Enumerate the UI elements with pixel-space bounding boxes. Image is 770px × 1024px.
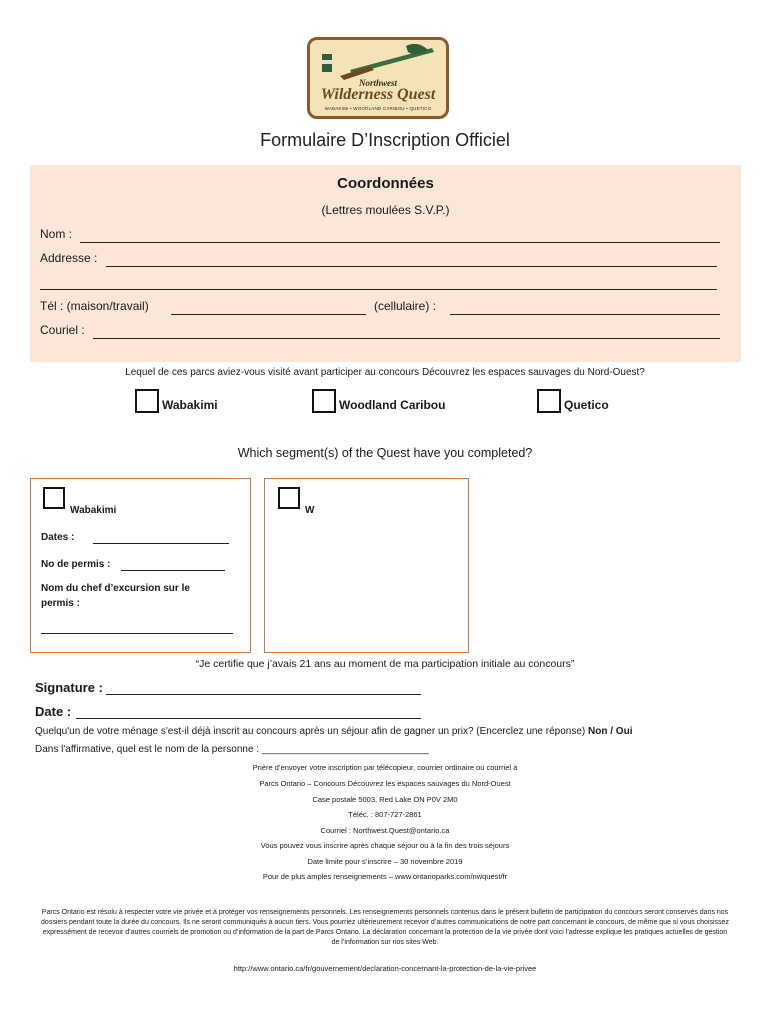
- info-line-2: Parcs Ontario – Concours Découvrez les espaces sauvages du Nord-Ouest: [259, 779, 511, 788]
- contact-panel: [30, 165, 741, 362]
- segment-card-wabakimi: [30, 478, 251, 653]
- prize-question-text: Quelqu'un de votre ménage s'est-il déjà inscrit au concours après un séjour afin de gagner un prix? (Encerclez une réponse): [35, 726, 586, 737]
- cell-field[interactable]: [450, 314, 720, 315]
- address-label: Addresse :: [40, 251, 98, 265]
- info-line-8: Pour de plus amples renseignements – www.ontarioparks.com/nwquest/fr: [262, 872, 508, 881]
- info-line-5: Courriel : Northwest.Quest@ontario.ca: [320, 826, 450, 835]
- segment-name: Wabakimi: [70, 505, 117, 516]
- name-field[interactable]: [80, 242, 720, 243]
- date-field[interactable]: [76, 718, 421, 719]
- logo-line-2: Wilderness Quest: [320, 86, 436, 103]
- park-option-quetico[interactable]: [537, 389, 609, 413]
- info-line-3: Case postale 5003, Red Lake ON P0V 2M0: [312, 795, 458, 804]
- northwest-wilderness-quest-logo: [307, 37, 449, 119]
- email-label: Couriel :: [40, 323, 85, 337]
- park-option-wabakimi[interactable]: [135, 389, 218, 413]
- certification-statement: “Je certifie que j’avais 21 ans au moment de ma participation initiale au concours”: [195, 658, 575, 670]
- privacy-url-link[interactable]: http://www.ontario.ca/fr/gouvernement/declaration-concernant-la-protection-de-la-vie-privee: [233, 964, 537, 973]
- phone-field[interactable]: [171, 314, 366, 315]
- dates-label: Dates :: [41, 532, 75, 543]
- park-label: Woodland Caribou: [339, 398, 446, 412]
- prize-person-name[interactable]: Dans l'affirmative, quel est le nom de la personne : ______________________________: [35, 744, 429, 755]
- email-field[interactable]: [93, 338, 720, 339]
- segment-checkbox[interactable]: [43, 487, 65, 509]
- contact-subheading: (Lettres moulées S.V.P.): [321, 203, 450, 217]
- date-label: Date :: [35, 704, 72, 719]
- prize-options[interactable]: Non / Oui: [588, 726, 633, 737]
- chief-field[interactable]: [41, 633, 233, 634]
- dates-field[interactable]: [93, 543, 229, 544]
- checkbox[interactable]: [537, 389, 561, 413]
- prize-question: [35, 726, 632, 737]
- signature-label: Signature :: [35, 680, 103, 695]
- address-field-line-2[interactable]: [40, 289, 717, 290]
- logo-line-1: Northwest: [358, 78, 397, 88]
- segment-card-w: [264, 478, 469, 653]
- privacy-statement: Parcs Ontario est résolu à respecter votre vie privée et à protéger vos renseignements personnels. Les renseignements personnels contenus dans le présent bulletin de participation du concours seront conservés dans nos dossiers pendant toute la durée du concours. Ils ne seront communiqués à aucun tiers. Vous pourriez ultérieurement recevoir d’autres communications de notre part concernant le concours, de même que si vous choisissez expressément de recevoir d’autres courriels de promotion ou d’information de la part de Parcs Ontario. La déclaration concernant la protection de la vie privée dont voici l’adresse explique les pratiques actuelles de gestion de l’information sur nos sites Web.: [41, 909, 729, 946]
- contact-heading: Coordonnées: [337, 175, 434, 192]
- checkbox[interactable]: [135, 389, 159, 413]
- phone-label: Tél : (maison/travail): [40, 299, 149, 313]
- permit-field[interactable]: [121, 570, 225, 571]
- cell-label: (cellulaire) :: [374, 299, 437, 313]
- checkbox[interactable]: [312, 389, 336, 413]
- info-line-7: Date limite pour s’inscrire – 30 novembre 2019: [307, 857, 463, 866]
- form-title: Formulaire D’Inscription Officiel: [260, 130, 510, 150]
- segments-question: Which segment(s) of the Quest have you completed?: [237, 446, 533, 460]
- name-label: Nom :: [40, 227, 73, 241]
- permit-label: No de permis :: [41, 559, 111, 570]
- chief-label: Nom du chef d’excursion sur le permis :: [41, 583, 190, 609]
- park-label: Quetico: [564, 398, 609, 412]
- segment-checkbox[interactable]: [278, 487, 300, 509]
- info-line-4: Téléc. : 807-727-2861: [348, 810, 422, 819]
- park-option-woodland-caribou[interactable]: [312, 389, 445, 413]
- info-line-6: Vous pouvez vous inscrire après chaque séjour ou à la fin des trois séjours: [260, 841, 510, 850]
- address-field[interactable]: [106, 266, 717, 267]
- logo-line-3: WABAKIMI • WOODLAND CARIBOU • QUETICO: [324, 106, 432, 111]
- signature-field[interactable]: [106, 694, 421, 695]
- park-label: Wabakimi: [162, 398, 218, 412]
- info-line-1: Prière d’envoyer votre inscription par télécopieur, courrier ordinaire ou courriel à: [252, 763, 518, 772]
- segment-name: W: [305, 505, 315, 516]
- parks-question: Lequel de ces parcs aviez-vous visité avant participer au concours Découvrez les espaces sauvages du Nord-Ouest?: [125, 367, 645, 378]
